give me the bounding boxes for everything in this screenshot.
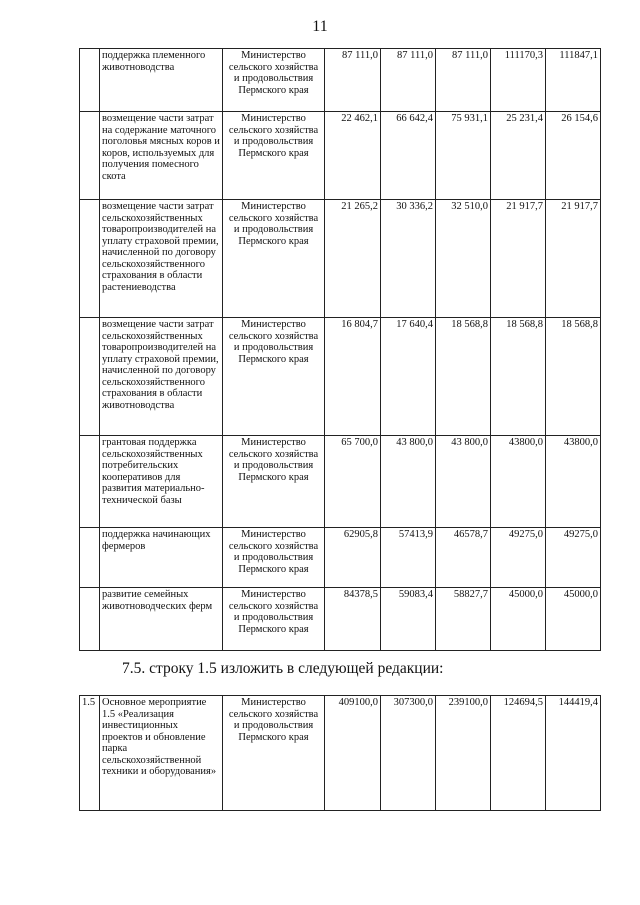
activity-description: развитие семейных животноводческих ферм: [100, 588, 223, 651]
value-cell: 25 231,4: [491, 112, 546, 200]
activity-description: возмещение части затрат сельскохозяйственных товаропроизводителей на уплату страховой премии, начисленной по договору сельскохозяйственного страхования в области растениеводства: [100, 200, 223, 318]
table-row: [80, 588, 601, 651]
value-cell: 45000,0: [546, 588, 601, 651]
value-cell: 43 800,0: [381, 436, 436, 528]
table-row: [80, 49, 601, 112]
value-cell: 18 568,8: [436, 318, 491, 436]
value-cell: 45000,0: [491, 588, 546, 651]
value-cell: 49275,0: [546, 528, 601, 588]
value-cell: 111170,3: [491, 49, 546, 112]
value-cell: 18 568,8: [491, 318, 546, 436]
activity-description: Основное мероприятие 1.5 «Реализация инвестиционных проектов и обновление парка сельскохозяйственной техники и оборудования»: [100, 696, 223, 811]
value-cell: 409100,0: [325, 696, 381, 811]
value-cell: 87 111,0: [325, 49, 381, 112]
value-cell: 21 917,7: [491, 200, 546, 318]
value-cell: 43 800,0: [436, 436, 491, 528]
activity-description: грантовая поддержка сельскохозяйственных потребительских кооперативов для развития материально-технической базы: [100, 436, 223, 528]
activity-description: возмещение части затрат на содержание маточного поголовья мясных коров и коров, используемых для получения помесного скота: [100, 112, 223, 200]
index-cell: [80, 200, 100, 318]
responsible-ministry: Министерство сельского хозяйства и продовольствия Пермского края: [223, 200, 325, 318]
row-index: 1.5: [80, 696, 100, 811]
value-cell: 57413,9: [381, 528, 436, 588]
value-cell: 49275,0: [491, 528, 546, 588]
index-cell: [80, 112, 100, 200]
row-1-5-table: [79, 695, 601, 811]
page-number: 11: [312, 18, 328, 35]
value-cell: 124694,5: [491, 696, 546, 811]
index-cell: [80, 49, 100, 112]
value-cell: 46578,7: [436, 528, 491, 588]
table-row: [80, 436, 601, 528]
responsible-ministry: Министерство сельского хозяйства и продовольствия Пермского края: [223, 528, 325, 588]
table-row: [80, 200, 601, 318]
value-cell: 75 931,1: [436, 112, 491, 200]
value-cell: 239100,0: [436, 696, 491, 811]
responsible-ministry: Министерство сельского хозяйства и продовольствия Пермского края: [223, 49, 325, 112]
value-cell: 30 336,2: [381, 200, 436, 318]
value-cell: 18 568,8: [546, 318, 601, 436]
index-cell: [80, 528, 100, 588]
continuation-table: [79, 48, 601, 651]
value-cell: 16 804,7: [325, 318, 381, 436]
value-cell: 17 640,4: [381, 318, 436, 436]
value-cell: 43800,0: [546, 436, 601, 528]
responsible-ministry: Министерство сельского хозяйства и продовольствия Пермского края: [223, 696, 325, 811]
value-cell: 21 265,2: [325, 200, 381, 318]
value-cell: 22 462,1: [325, 112, 381, 200]
table-row: [80, 112, 601, 200]
index-cell: [80, 436, 100, 528]
activity-description: поддержка племенного животноводства: [100, 49, 223, 112]
responsible-ministry: Министерство сельского хозяйства и продовольствия Пермского края: [223, 588, 325, 651]
table-row: [80, 528, 601, 588]
value-cell: 144419,4: [546, 696, 601, 811]
activity-description: возмещение части затрат сельскохозяйственных товаропроизводителей на уплату страховой премии, начисленной по договору сельскохозяйственного страхования в области животноводства: [100, 318, 223, 436]
value-cell: 87 111,0: [381, 49, 436, 112]
responsible-ministry: Министерство сельского хозяйства и продовольствия Пермского края: [223, 112, 325, 200]
value-cell: 62905,8: [325, 528, 381, 588]
value-cell: 66 642,4: [381, 112, 436, 200]
value-cell: 59083,4: [381, 588, 436, 651]
value-cell: 58827,7: [436, 588, 491, 651]
value-cell: 84378,5: [325, 588, 381, 651]
responsible-ministry: Министерство сельского хозяйства и продовольствия Пермского края: [223, 318, 325, 436]
value-cell: 43800,0: [491, 436, 546, 528]
value-cell: 26 154,6: [546, 112, 601, 200]
index-cell: [80, 318, 100, 436]
activity-description: поддержка начинающих фермеров: [100, 528, 223, 588]
value-cell: 32 510,0: [436, 200, 491, 318]
table-row: [80, 318, 601, 436]
value-cell: 21 917,7: [546, 200, 601, 318]
section-heading: 7.5. строку 1.5 изложить в следующей редакции:: [122, 660, 444, 677]
value-cell: 65 700,0: [325, 436, 381, 528]
value-cell: 111847,1: [546, 49, 601, 112]
index-cell: [80, 588, 100, 651]
responsible-ministry: Министерство сельского хозяйства и продовольствия Пермского края: [223, 436, 325, 528]
value-cell: 307300,0: [381, 696, 436, 811]
value-cell: 87 111,0: [436, 49, 491, 112]
table-row: [80, 696, 601, 811]
